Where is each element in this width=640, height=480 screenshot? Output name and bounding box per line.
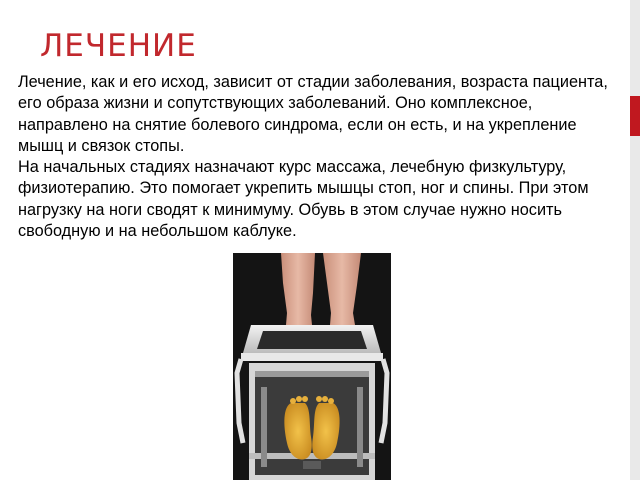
slide-body-text	[18, 72, 618, 242]
slide-side-bar	[630, 0, 640, 480]
paragraph-treatment-overview: Лечение, как и его исход, зависит от стадии заболевания, возраста пациента, его образа жизни и сопутствующих заболеваний. Оно комплексное, направлено на снятие болевого синдрома, если он есть, и на укрепление мышц и связок стопы.	[18, 73, 608, 155]
foot-scanner-photo	[233, 253, 391, 480]
slide-title: ЛЕЧЕНИЕ	[40, 28, 197, 64]
slide-side-bar-accent	[630, 96, 640, 136]
paragraph-initial-stages: На начальных стадиях назначают курс массажа, лечебную физкультуру, физиотерапию. Это помогает укрепить мышцы стоп, ног и спины. При этом нагрузку на ноги сводят к минимуму. Обувь в этом случае нужно носить свободную и на небольшом каблуке.	[18, 158, 589, 241]
